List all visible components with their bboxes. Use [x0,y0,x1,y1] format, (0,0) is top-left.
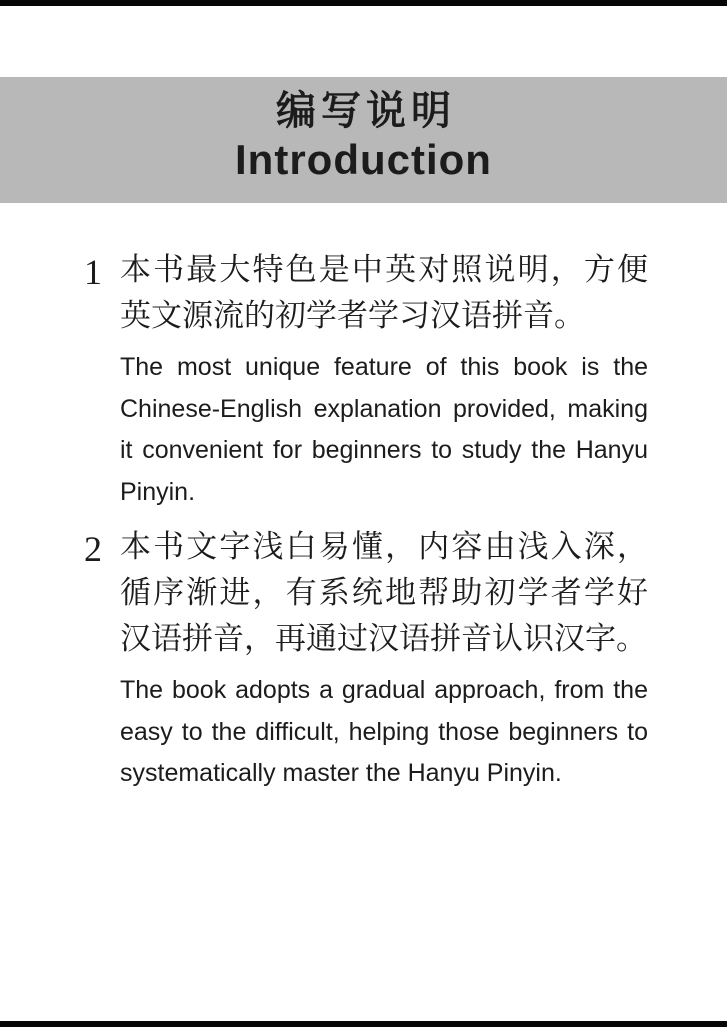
page-edge-top [0,0,727,6]
paragraph-1-english-line-2: Chinese-English explanation provided, making [120,394,648,423]
paragraph-1-english [120,347,648,513]
page-title-chinese: 编写说明 [276,89,456,133]
paragraph-2-english-line-2: easy to the difficult, helping those beginners to [120,717,648,746]
paragraph-2-number: 2 [84,529,102,569]
header-band [0,77,727,203]
paragraph-2 [84,524,650,795]
page-edge-bottom [0,1021,727,1027]
paragraph-2-chinese-line-2: 循序渐进，有系统地帮助初学者学好 [120,575,648,610]
paragraph-2-text [120,524,648,795]
page-title-english: Introduction [235,136,492,183]
paragraph-1-english-line-3: it convenient for beginners to study the Hanyu [120,436,648,464]
paragraph-2-english-line-3: systematically master the Hanyu Pinyin. [120,759,562,787]
paragraph-1 [84,247,650,513]
paragraph-1-english-line-4: Pinyin. [120,477,196,506]
paragraph-1-chinese-line-1: 本书最大特色是中英对照说明，方便 [120,252,648,287]
paragraph-1-text [120,247,648,513]
paragraph-1-number: 1 [84,252,102,292]
paragraph-2-chinese-line-3: 汉语拼音，再通过汉语拼音认识汉字。 [120,621,647,656]
paragraph-2-chinese-line-1: 本书文字浅白易懂，内容由浅入深， [120,529,648,564]
paragraph-1-english-line-1: The most unique feature of this book is the [120,353,648,381]
paragraph-1-chinese-line-2: 英文源流的初学者学习汉语拼音。 [120,298,585,333]
paragraph-2-english-line-1: The book adopts a gradual approach, from the [120,676,648,704]
paragraph-2-english [120,670,648,795]
